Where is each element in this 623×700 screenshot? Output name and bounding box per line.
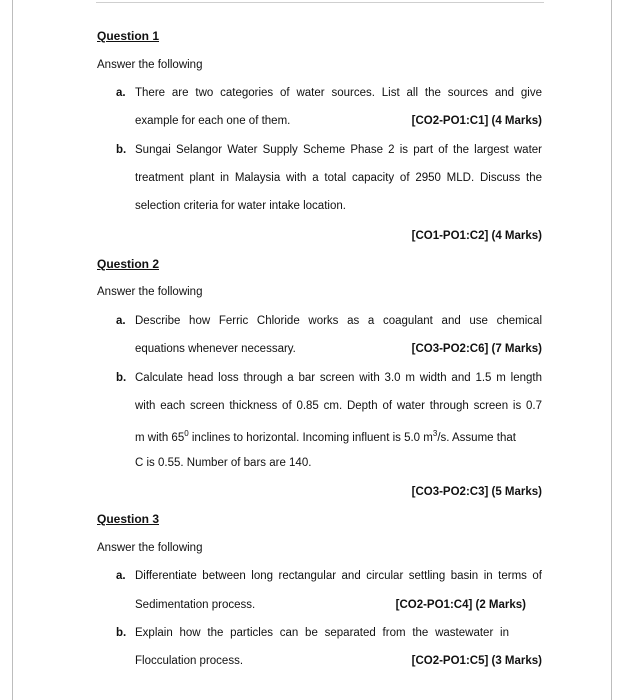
question-2b-marks: [CO3-PO2:C3] (5 Marks) — [411, 486, 542, 498]
question-2b-line-2: with each screen thickness of 0.85 cm. Depth of water through screen is 0.7 — [135, 400, 542, 412]
question-3b-line-1: Explain how the particles can be separated from the wastewater in — [135, 627, 509, 639]
question-2a-line-1: Describe how Ferric Chloride works as a coagulant and use chemical — [135, 315, 542, 327]
question-1a-line-2: example for each one of them. — [135, 115, 291, 127]
question-1a-letter: a. — [116, 87, 126, 99]
question-1-intro: Answer the following — [97, 59, 203, 71]
question-1-heading: Question 1 — [97, 29, 160, 43]
question-2-heading: Question 2 — [97, 257, 160, 271]
question-2b-line-3 — [135, 427, 542, 445]
top-divider — [96, 2, 544, 3]
question-3-intro: Answer the following — [97, 542, 203, 554]
question-3a-line-1: Differentiate between long rectangular and circular settling basin in terms of — [135, 570, 542, 582]
question-3b-letter: b. — [116, 627, 127, 639]
question-2-intro: Answer the following — [97, 286, 203, 298]
question-2b-line-4: C is 0.55. Number of bars are 140. — [135, 457, 312, 469]
question-1b-line-3: selection criteria for water intake location. — [135, 200, 346, 212]
question-3b-line-2: Flocculation process. — [135, 655, 244, 667]
question-2b-line-1: Calculate head loss through a bar screen with 3.0 m width and 1.5 m length — [135, 372, 542, 384]
question-3a-line-2: Sedimentation process. — [135, 599, 256, 611]
question-1a-line-1: There are two categories of water sources. List all the sources and give — [135, 87, 542, 99]
question-1b-line-2: treatment plant in Malaysia with a total capacity of 2950 MLD. Discuss the — [135, 172, 542, 184]
question-2a-line-2: equations whenever necessary. — [135, 343, 296, 355]
question-3a-marks: [CO2-PO1:C4] (2 Marks) — [395, 599, 526, 611]
question-3b-marks: [CO2-PO1:C5] (3 Marks) — [411, 655, 542, 667]
question-2b-line-3-part-1: m with $65^0$ inclines to horizontal. Incoming influent is 5.0 $m^3/s$. Assume that — [135, 429, 516, 444]
question-2a-letter: a. — [116, 315, 126, 327]
question-3-heading: Question 3 — [97, 512, 160, 526]
question-1b-marks: [CO1-PO1:C2] (4 Marks) — [411, 230, 542, 242]
question-1b-letter: b. — [116, 144, 127, 156]
question-2b-letter: b. — [116, 372, 127, 384]
question-3a-letter: a. — [116, 570, 126, 582]
question-1b-line-1: Sungai Selangor Water Supply Scheme Phase 2 is part of the largest water — [135, 144, 542, 156]
question-1a-marks: [CO2-PO1:C1] (4 Marks) — [411, 115, 542, 127]
question-2a-marks: [CO3-PO2:C6] (7 Marks) — [411, 343, 542, 355]
